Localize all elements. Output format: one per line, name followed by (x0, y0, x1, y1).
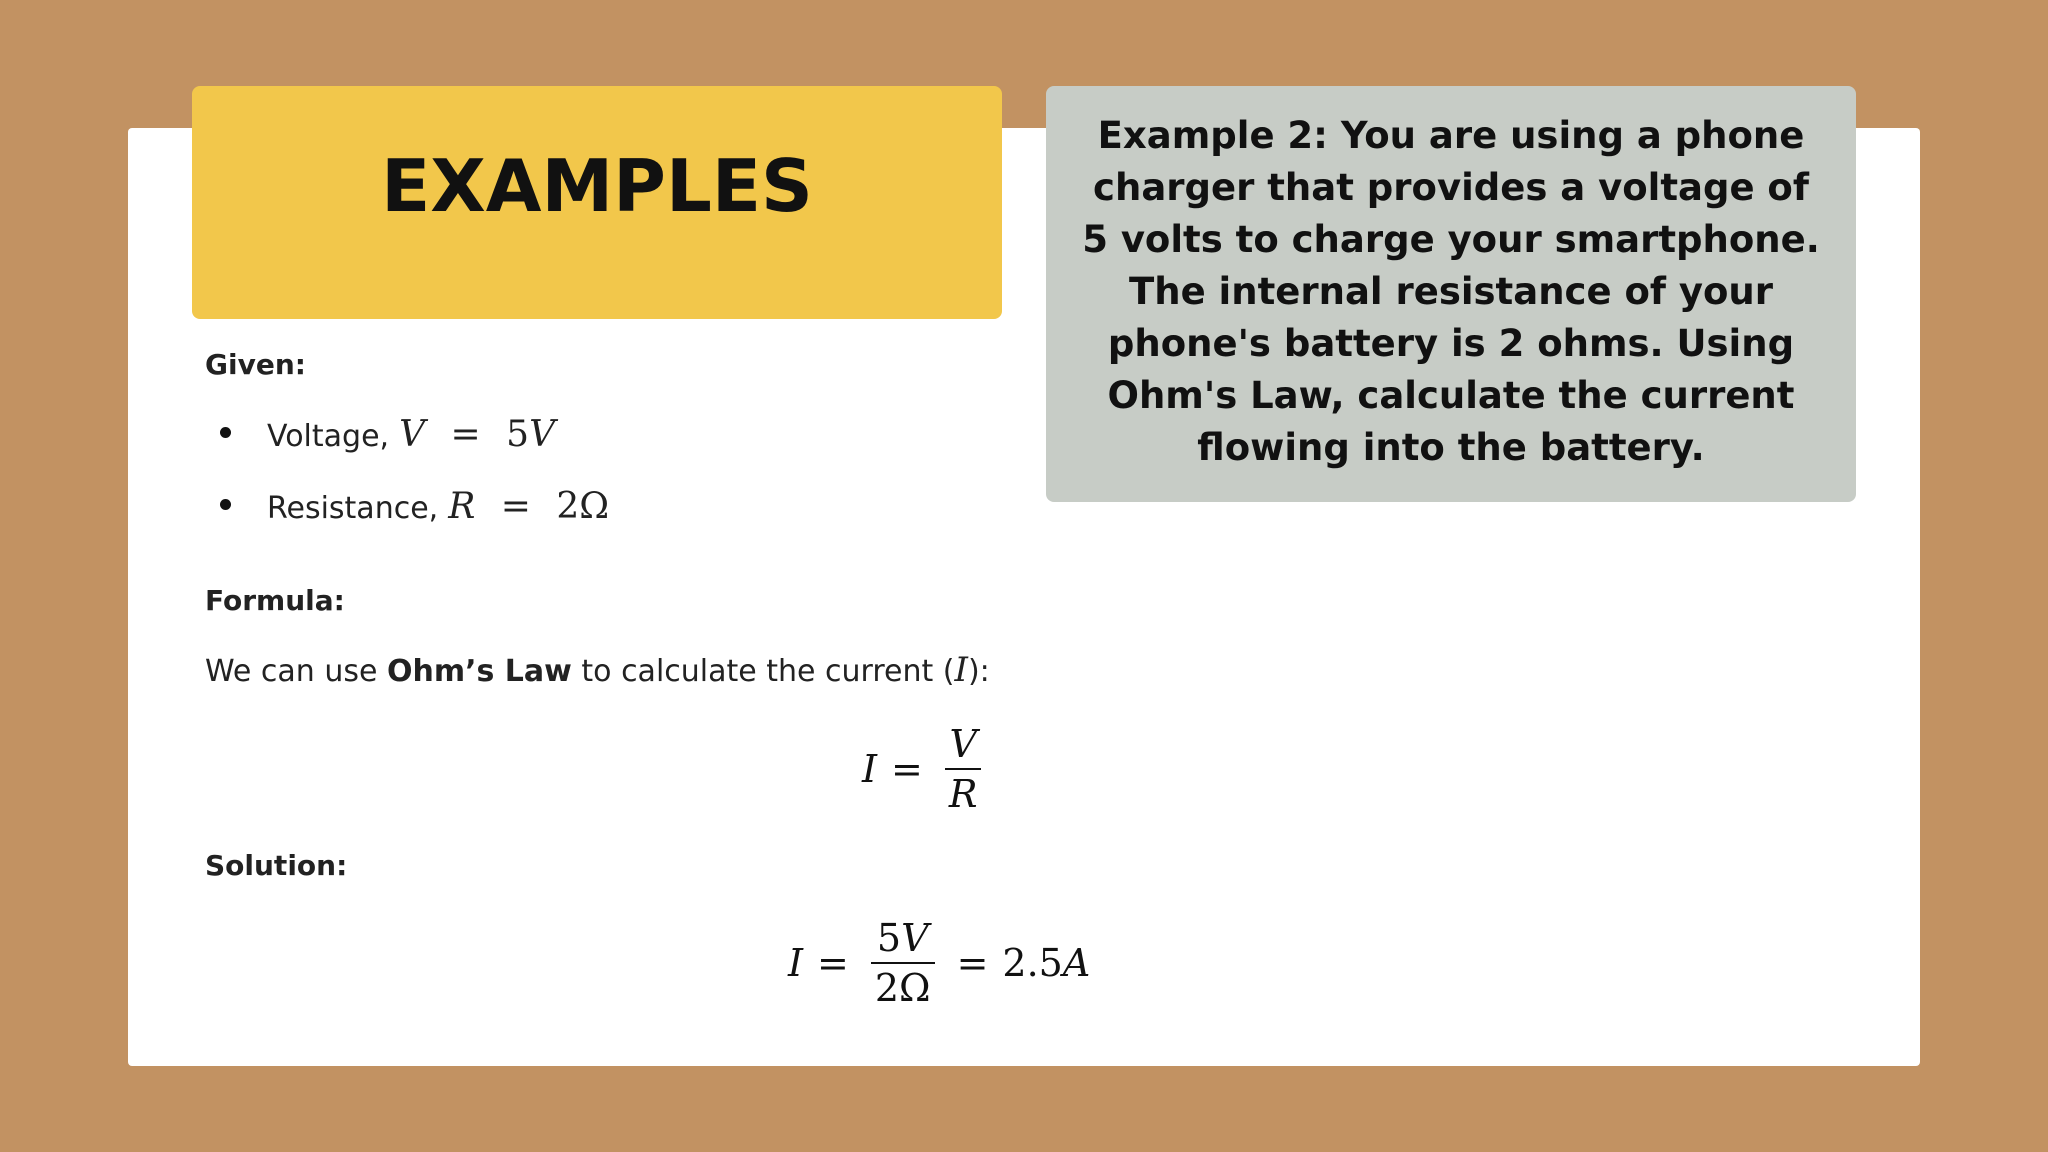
math-unit: V (529, 414, 556, 455)
equation-fraction (945, 720, 982, 818)
fraction-denominator: R (948, 772, 978, 816)
given-label: Given: (205, 348, 306, 381)
fraction-numerator: V (949, 722, 977, 766)
denominator-unit: Ω (899, 966, 931, 1010)
example-problem-box (1046, 86, 1856, 502)
given-item-name: Voltage, (267, 419, 390, 454)
math-value: 5 (506, 414, 530, 455)
denominator-value: 2 (874, 966, 900, 1010)
formula-text-after: to calculate the current ( (571, 654, 955, 689)
math-value: 2 (556, 486, 580, 527)
solution-equals: = (817, 941, 849, 985)
solution-lhs: I (788, 941, 804, 985)
formula-text-end: ): (967, 654, 990, 689)
solution-fraction (871, 914, 935, 1012)
ohms-law-equation (862, 720, 989, 818)
formula-label: Formula: (205, 584, 345, 617)
numerator-value: 5 (876, 916, 902, 960)
math-equals: = (500, 486, 531, 527)
solution-result-unit: A (1062, 941, 1091, 985)
math-symbol: R (448, 486, 476, 527)
given-item-name: Resistance, (267, 491, 439, 526)
slide-title: EXAMPLES (381, 143, 813, 228)
numerator-unit: V (901, 916, 929, 960)
bullet-icon (220, 427, 231, 438)
current-symbol: I (954, 650, 968, 690)
formula-description (205, 650, 990, 690)
equation-lhs: I (862, 747, 878, 791)
math-unit: Ω (579, 486, 610, 527)
example-problem-text: Example 2: You are using a phone charger that provides a voltage of 5 volts to charge your smartphone. The internal resistance of your phone's battery is 2 ohms. Using Ohm's Law, calculate the current flowing into the battery. (1082, 114, 1820, 469)
solution-equation (788, 914, 1090, 1012)
math-symbol: V (399, 414, 426, 455)
solution-equals-2: = (956, 941, 989, 985)
given-item-formula (448, 486, 609, 527)
solution-denominator (871, 964, 935, 1012)
solution-result-value: 2.5 (1002, 941, 1063, 985)
formula-text-before: We can use (205, 654, 387, 689)
math-equals: = (450, 414, 481, 455)
given-item-formula (399, 414, 555, 455)
title-banner (192, 86, 1002, 319)
bullet-icon (220, 499, 231, 510)
given-item-voltage (220, 414, 555, 455)
solution-numerator (873, 914, 933, 962)
given-item-resistance (220, 486, 609, 527)
ohms-law-text: Ohm’s Law (386, 654, 572, 689)
equation-equals: = (891, 747, 923, 791)
solution-label: Solution: (205, 849, 348, 882)
